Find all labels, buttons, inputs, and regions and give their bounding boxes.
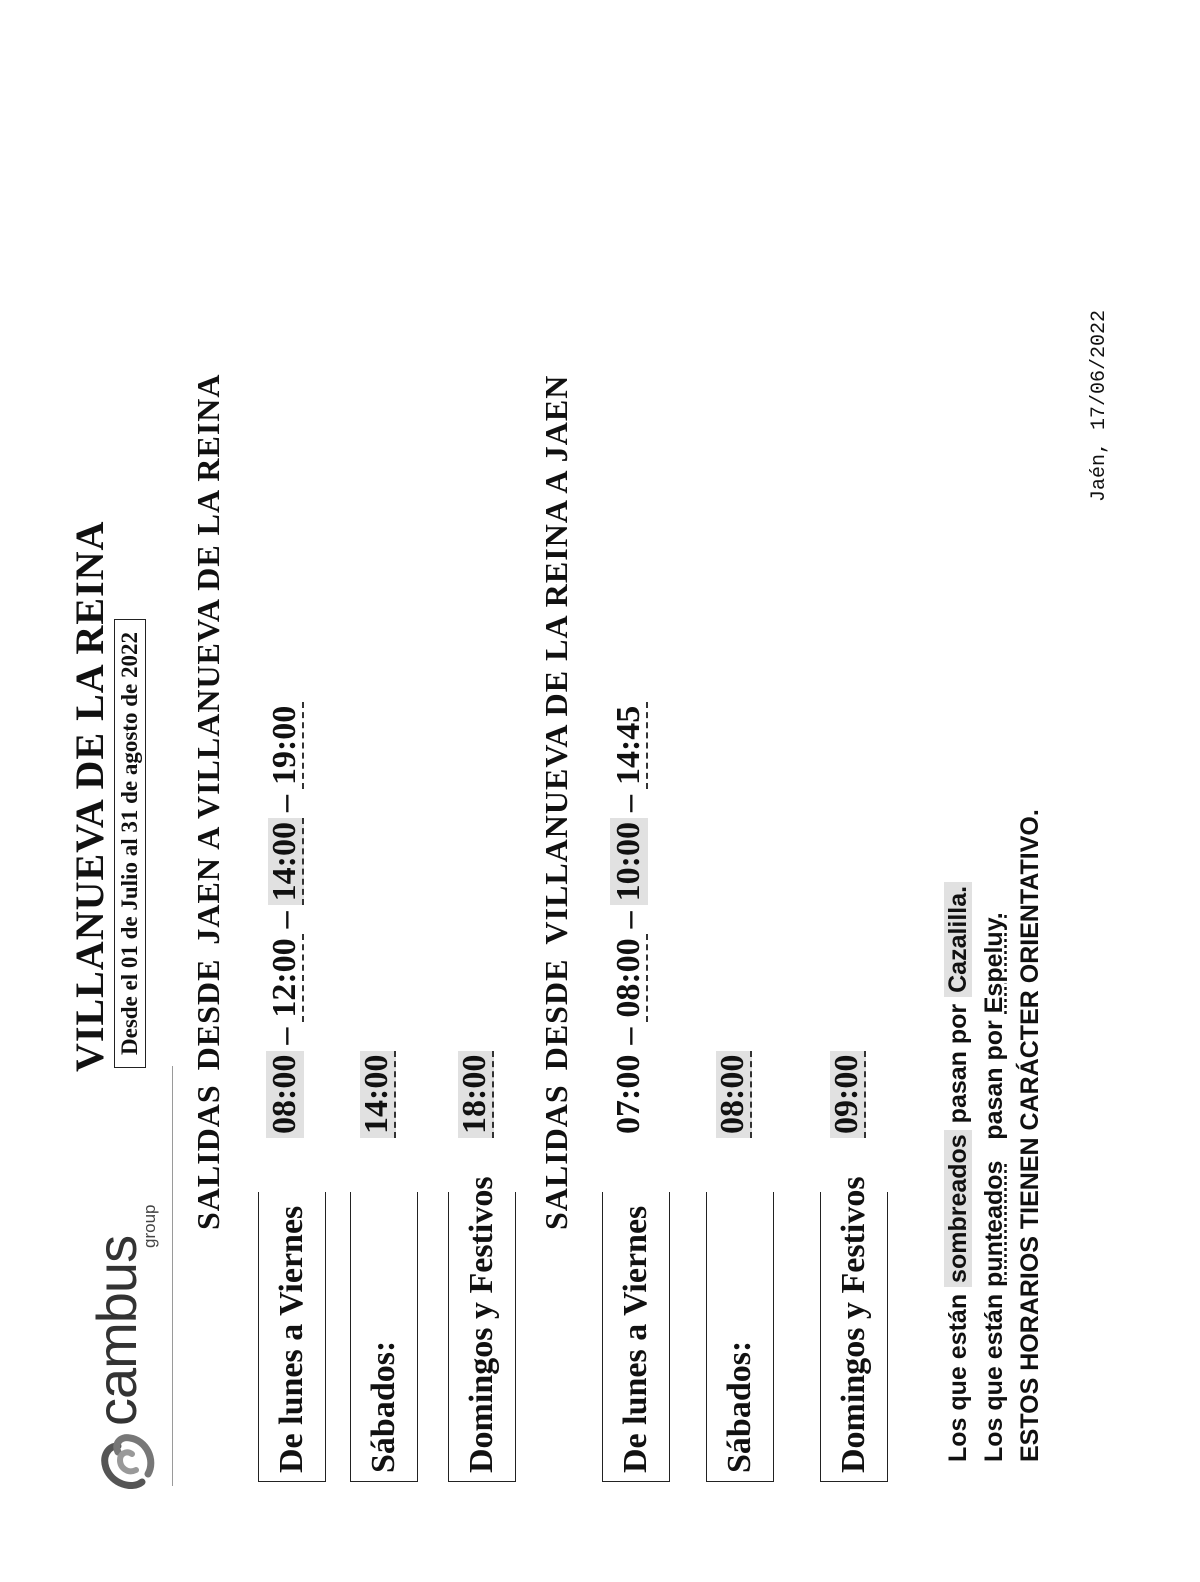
- departure-time: 18:00: [458, 1051, 494, 1138]
- time-separator: –: [266, 911, 303, 929]
- cambus-logo: [86, 1092, 181, 1492]
- page-title: VILLANUEVA DE LA REINA: [67, 520, 112, 1072]
- note-text: Los que están: [944, 1293, 972, 1462]
- section-prefix: SALIDAS: [190, 1084, 226, 1230]
- departure-time: 14:00: [360, 1051, 396, 1138]
- departure-time: 09:00: [830, 1051, 866, 1138]
- departure-time: 14:45: [612, 702, 648, 789]
- time-separator: –: [266, 795, 303, 813]
- note-shaded-word: sombreados: [944, 1130, 972, 1287]
- departure-time: 07:00: [610, 1054, 647, 1134]
- note-town-cazalilla: Cazalilla.: [944, 882, 972, 997]
- departure-time: 19:00: [268, 702, 304, 789]
- section-route: JAEN A VILLANUEVA DE LA REINA: [190, 373, 226, 945]
- departure-time: 10:00: [610, 818, 648, 905]
- validity-period-box: Desde el 01 de Julio al 31 de agosto de 2022: [114, 619, 146, 1068]
- row-label: De lunes a Viernes: [258, 1192, 326, 1482]
- row-times: [456, 1051, 494, 1138]
- row-label: Domingos y Festivos: [820, 1192, 888, 1482]
- row-times: [714, 1051, 752, 1138]
- logo-group-text: group: [140, 1204, 159, 1248]
- row-label: De lunes a Viernes: [602, 1192, 670, 1482]
- issue-date: Jaén, 17/06/2022: [1088, 309, 1111, 502]
- row-times: [610, 702, 648, 1138]
- departure-time: 08:00: [266, 1051, 304, 1138]
- logo-underline: [172, 1066, 173, 1486]
- logo-brand-text: cambus: [85, 1235, 148, 1426]
- note-disclaimer: ESTOS HORARIOS TIENEN CARÁCTER ORIENTATIVO.: [1016, 809, 1044, 1462]
- departure-time: 12:00: [268, 934, 304, 1021]
- row-label: Sábados:: [706, 1192, 774, 1482]
- section-header-villanueva-to-jaen: [538, 375, 575, 1230]
- time-separator: –: [610, 795, 647, 813]
- row-label: Sábados:: [350, 1192, 418, 1482]
- time-separator: –: [266, 1027, 303, 1045]
- section-header-jaen-to-villanueva: [190, 374, 227, 1231]
- section-route: VILLANUEVA DE LA REINA A JAEN: [538, 374, 574, 945]
- note-dotted-legend: [980, 912, 1009, 1462]
- note-text: Los que están: [980, 1293, 1008, 1462]
- note-text: pasan por: [980, 1020, 1008, 1140]
- row-times: [828, 1051, 866, 1138]
- time-separator: –: [610, 1027, 647, 1045]
- row-label: Domingos y Festivos: [448, 1192, 516, 1482]
- cambus-logo-icon: [98, 1430, 160, 1492]
- section-mid: DESDE: [190, 958, 226, 1071]
- row-times: [358, 1051, 396, 1138]
- note-dotted-word: punteados: [980, 1160, 1008, 1287]
- section-mid: DESDE: [538, 958, 574, 1071]
- departure-time: 08:00: [716, 1051, 752, 1138]
- note-town-espeluy: Espeluy.: [980, 912, 1008, 1014]
- time-separator: –: [610, 911, 647, 929]
- note-shaded-legend: [944, 882, 973, 1462]
- section-prefix: SALIDAS: [538, 1084, 574, 1230]
- departure-time: 14:00: [268, 818, 304, 905]
- note-text: pasan por: [944, 1003, 972, 1124]
- row-times: [266, 702, 304, 1138]
- departure-time: 08:00: [612, 934, 648, 1021]
